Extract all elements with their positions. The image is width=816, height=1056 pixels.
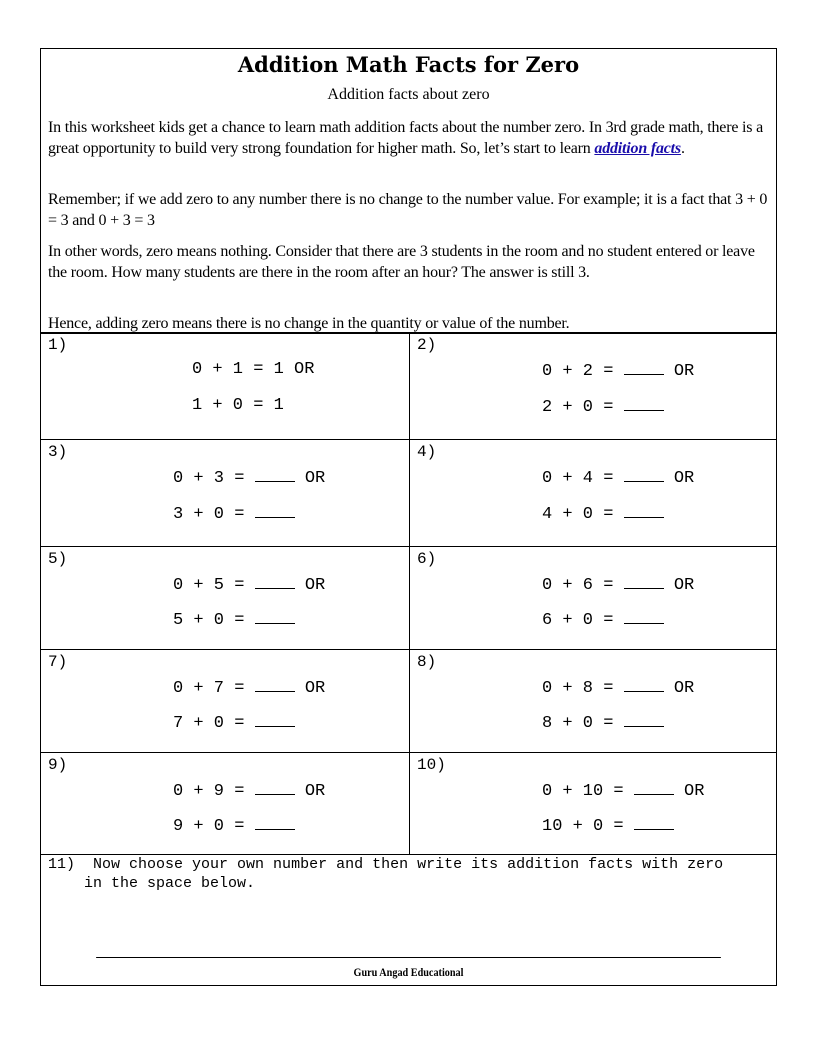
answer-blank[interactable] <box>255 609 295 624</box>
remember-paragraph: Remember; if we add zero to any number there is no change to the number value. For example; it is a fact that 3 + 0 = 3 and 0 + 3 = 3 <box>48 191 768 229</box>
problem-equation: 10 + 0 = <box>542 815 674 836</box>
problem-equation: 6 + 0 = <box>542 609 664 630</box>
intro-text: In this worksheet kids get a chance to learn math addition facts about the number zero. In 3rd grade math, there is a great opportunity to build very strong foundation for higher math. So, let’s start to learn <box>48 119 764 157</box>
answer-blank[interactable] <box>634 815 674 830</box>
problem-equation: 8 + 0 = <box>542 712 664 733</box>
page-subtitle: Addition facts about zero <box>327 86 490 103</box>
addition-facts-link[interactable]: addition facts <box>594 140 681 157</box>
answer-blank[interactable] <box>624 396 664 411</box>
problem-number: 6) <box>417 550 437 568</box>
problem-number: 7) <box>48 653 68 671</box>
column-divider <box>409 333 410 854</box>
answer-blank[interactable] <box>255 467 295 482</box>
page-title: Addition Math Facts for Zero <box>237 52 580 77</box>
problem-equation: 4 + 0 = <box>542 503 664 524</box>
footer-credit: Guru Angad Educational <box>96 957 721 986</box>
problem-equation: 2 + 0 = <box>542 396 664 417</box>
problem-number: 1) <box>48 336 68 354</box>
worksheet <box>40 48 777 986</box>
answer-blank[interactable] <box>624 677 664 692</box>
answer-blank[interactable] <box>255 815 295 830</box>
problem-number: 2) <box>417 336 437 354</box>
hence-paragraph: Hence, adding zero means there is no change in the quantity or value of the number. <box>48 315 570 332</box>
question-11-line1: Now choose your own number and then write its addition facts with zero <box>93 856 724 873</box>
question-11 <box>48 855 773 893</box>
problem-equation: 0 + 3 = OR <box>173 469 326 488</box>
problem-equation: 0 + 5 = OR <box>173 576 326 595</box>
answer-blank[interactable] <box>624 360 664 375</box>
problem-equation: 0 + 10 = OR <box>542 782 705 801</box>
answer-blank[interactable] <box>624 467 664 482</box>
problem-number: 8) <box>417 653 437 671</box>
answer-blank[interactable] <box>255 780 295 795</box>
problem-equation: 0 + 7 = OR <box>173 679 326 698</box>
problem-equation: 0 + 8 = OR <box>542 679 695 698</box>
problem-equation: 0 + 2 = OR <box>542 362 695 381</box>
question-11-line2: in the space below. <box>84 875 256 892</box>
question-11-number: 11) <box>48 856 76 873</box>
problem-number: 5) <box>48 550 68 568</box>
answer-blank[interactable] <box>255 574 295 589</box>
problem-number: 10) <box>417 756 446 774</box>
answer-blank[interactable] <box>255 677 295 692</box>
problem-equation: 7 + 0 = <box>173 712 295 733</box>
problem-equation: 0 + 4 = OR <box>542 469 695 488</box>
answer-blank[interactable] <box>255 503 295 518</box>
problem-number: 4) <box>417 443 437 461</box>
intro-paragraph <box>48 117 768 159</box>
answer-blank[interactable] <box>624 609 664 624</box>
problem-equation: 1 + 0 = 1 <box>192 396 284 415</box>
answer-blank[interactable] <box>624 574 664 589</box>
problem-equation: 0 + 6 = OR <box>542 576 695 595</box>
problem-number: 9) <box>48 756 68 774</box>
problem-equation: 5 + 0 = <box>173 609 295 630</box>
problem-number: 3) <box>48 443 68 461</box>
answer-blank[interactable] <box>624 712 664 727</box>
problem-equation: 9 + 0 = <box>173 815 295 836</box>
other-words-paragraph: In other words, zero means nothing. Consider that there are 3 students in the room and no student entered or leave the room. How many students are there in the room after an hour? The answer is still 3. <box>48 243 755 281</box>
problem-equation: 0 + 1 = 1 OR <box>192 360 315 379</box>
answer-blank[interactable] <box>255 712 295 727</box>
problem-equation: 0 + 9 = OR <box>173 782 326 801</box>
intro-text-end: . <box>680 140 685 157</box>
answer-blank[interactable] <box>634 780 674 795</box>
answer-blank[interactable] <box>624 503 664 518</box>
problem-equation: 3 + 0 = <box>173 503 295 524</box>
